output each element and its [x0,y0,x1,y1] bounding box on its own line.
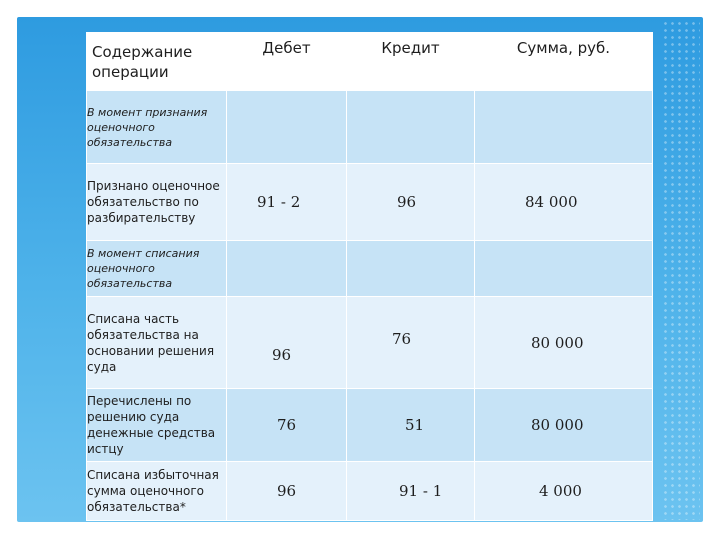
cell-operation: Перечислены по решению суда денежные средства истцу [87,389,227,462]
cell-debit: 91 - 2 [227,164,347,241]
cell-debit: 96 [227,297,347,389]
cell-debit: 76 [227,389,347,462]
header-credit: Кредит [347,33,475,91]
table-row [87,462,653,521]
cell-credit: 51 [347,389,475,462]
cell-credit: 96 [347,164,475,241]
cell-credit [347,241,475,297]
cell-operation: Признано оценочное обязательство по разбирательству [87,164,227,241]
cell-credit: 76 [347,297,475,389]
table-header-row [87,33,653,91]
cell-amount [475,91,653,164]
operations-table [86,32,653,521]
table-row [87,241,653,297]
cell-operation: Списана часть обязательства на основании решения суда [87,297,227,389]
cell-operation: В момент признания оценочного обязательства [87,91,227,164]
cell-amount: 80 000 [475,389,653,462]
cell-debit: 96 [227,462,347,521]
cell-amount: 84 000 [475,164,653,241]
cell-amount: 4 000 [475,462,653,521]
cell-amount: 80 000 [475,297,653,389]
cell-credit: 91 - 1 [347,462,475,521]
cell-debit [227,241,347,297]
table-row [87,297,653,389]
header-operation: Содержание операции [87,33,227,91]
cell-operation: Списана избыточная сумма оценочного обязательства* [87,462,227,521]
cell-amount [475,241,653,297]
table-row [87,389,653,462]
table-row [87,91,653,164]
cell-debit [227,91,347,164]
table-row [87,164,653,241]
cell-operation: В момент списания оценочного обязательства [87,241,227,297]
header-debit: Дебет [227,33,347,91]
dot-pattern-decoration [662,20,700,520]
header-amount: Сумма, руб. [475,33,653,91]
cell-credit [347,91,475,164]
